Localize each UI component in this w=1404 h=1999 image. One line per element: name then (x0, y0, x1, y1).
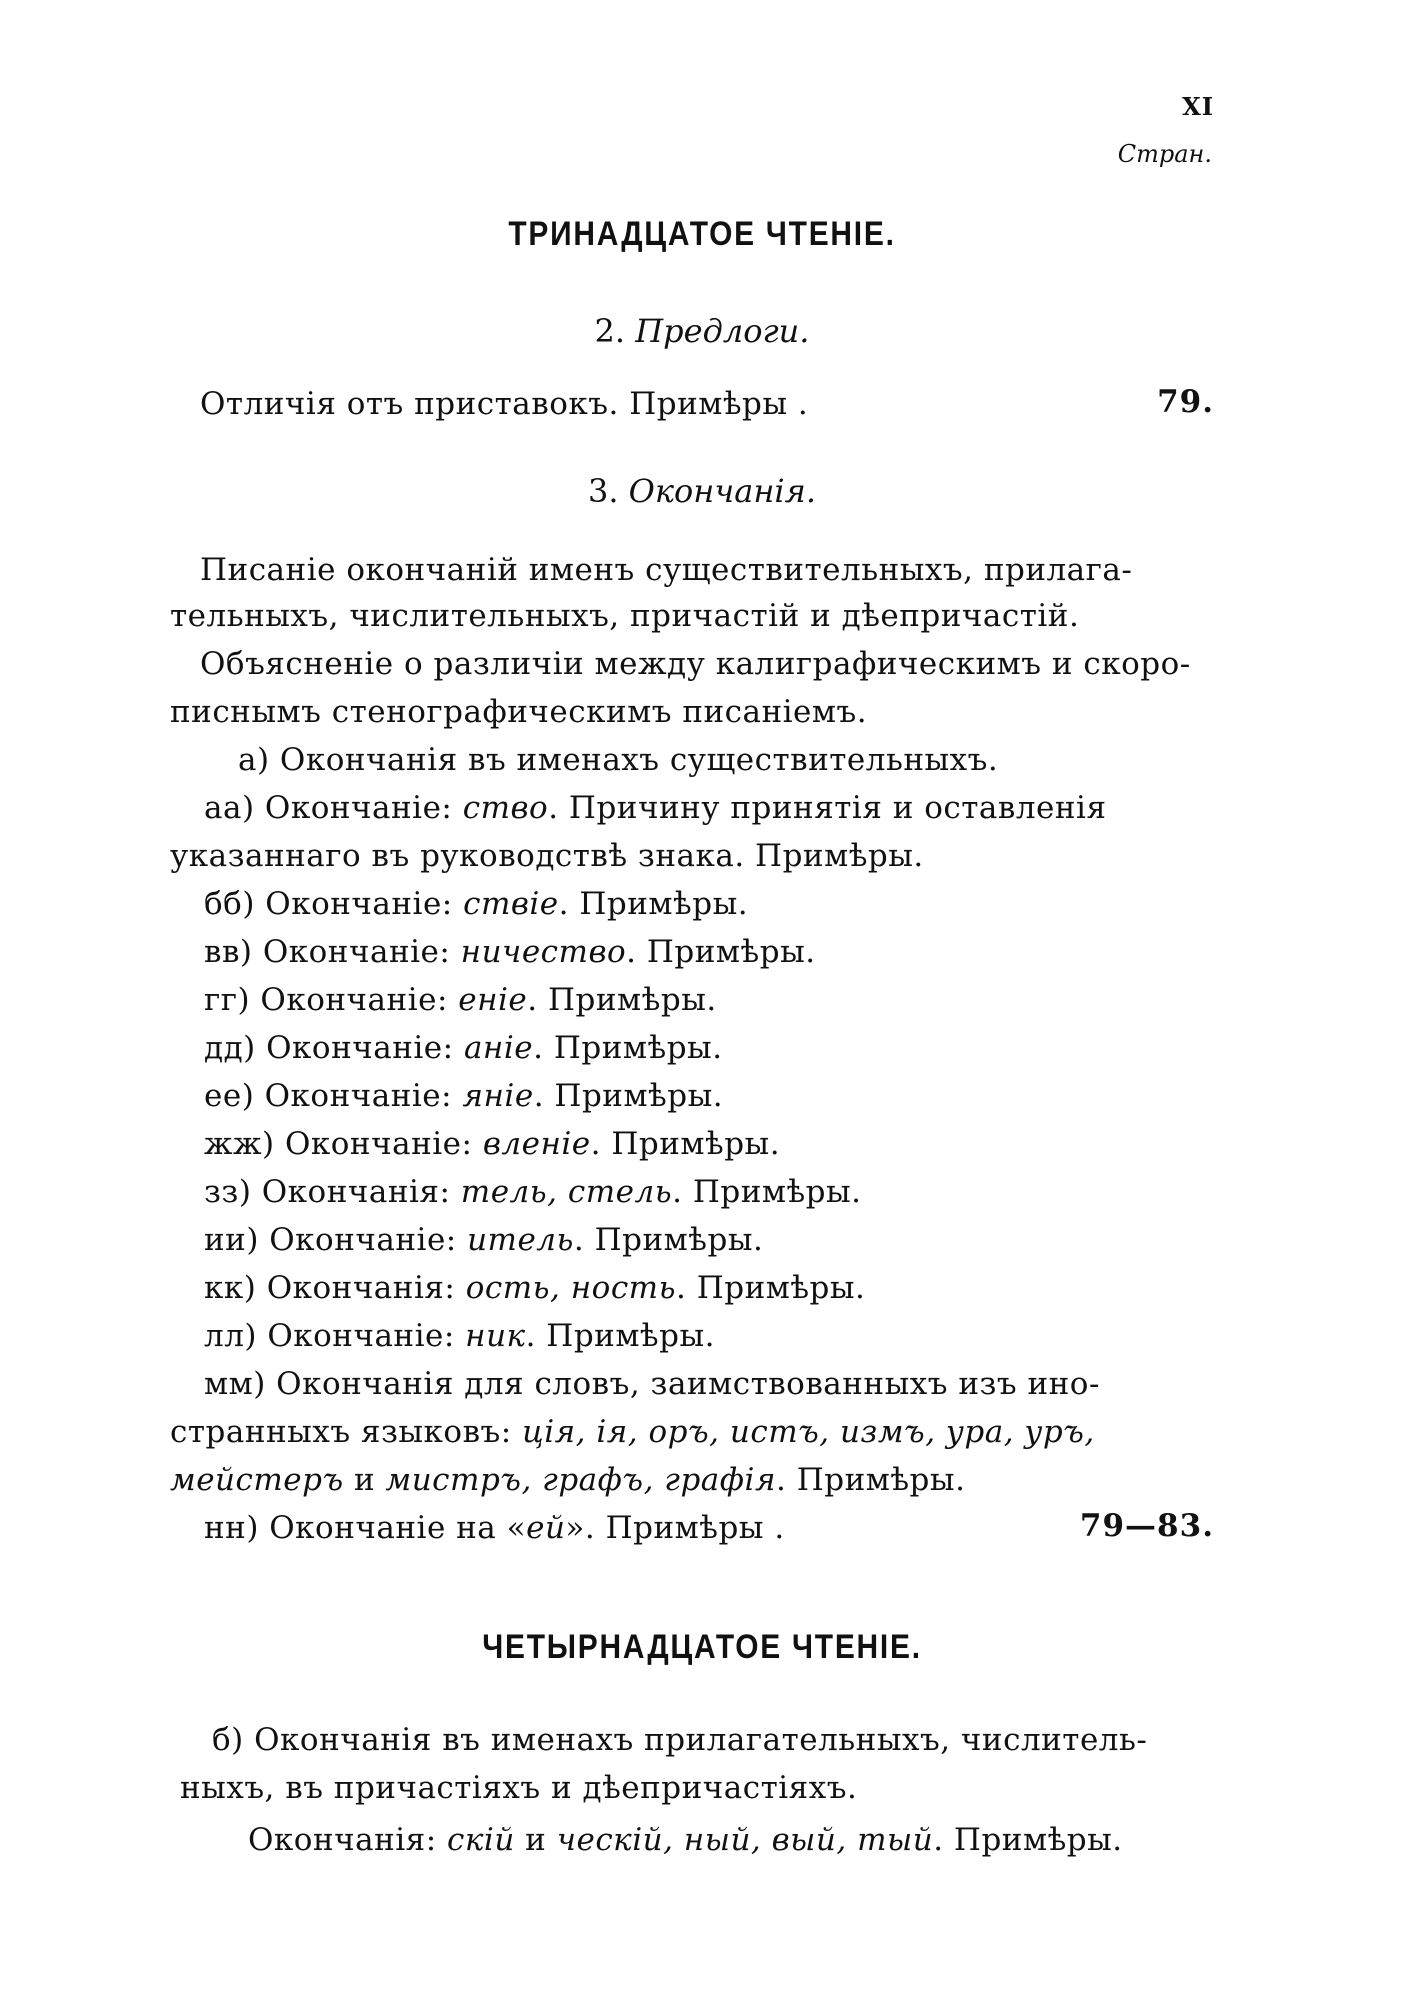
item-prefix: ее) Окончаніе: (204, 1078, 453, 1114)
item-prefix: гг) Окончаніе: (204, 982, 448, 1018)
list-item-a: а) Окончанія въ именахъ существительныхъ. (238, 742, 999, 778)
item-prefix: нн) Окончаніе на « (204, 1510, 527, 1546)
list-item-bb: бб) Окончаніе: ствіе. Примѣры. (204, 886, 749, 922)
section-heading-endings (0, 472, 1404, 510)
item-prefix: вв) Окончаніе: (204, 934, 451, 970)
item-ending: ей (526, 1510, 566, 1546)
item-ending: мейстеръ (170, 1462, 344, 1498)
item-ending: скій (447, 1822, 515, 1858)
item-ending: аніе (463, 1030, 534, 1066)
item-prefix: дд) Окончаніе: (204, 1030, 454, 1066)
list-item-nn (204, 1506, 785, 1550)
page-column-label: Стран. (1117, 140, 1212, 168)
item-prefix: кк) Окончанія: (204, 1270, 456, 1306)
item-examples: Примѣры. (611, 1126, 781, 1162)
list-item-ll: лл) Окончаніе: ник. Примѣры. (204, 1318, 715, 1354)
list-item-kk: кк) Окончанія: ость, ность. Примѣры. (204, 1270, 866, 1306)
item-examples: Примѣры. (696, 1270, 866, 1306)
section-number: 2. (594, 312, 626, 350)
chapter-title-13: ТРИНАДЦАТОЕ ЧТЕНІЕ. (508, 215, 896, 253)
item-endings: мистръ, графъ, графія (385, 1462, 776, 1498)
item-examples: Примѣры. (554, 1078, 724, 1114)
list-item-ii: ии) Окончаніе: итель. Примѣры. (204, 1222, 764, 1258)
item-ending: ство (462, 790, 549, 826)
list-item-ee: ее) Окончаніе: яніе. Примѣры. (204, 1078, 724, 1114)
item-prefix: бб) Окончаніе: (204, 886, 453, 922)
paragraph-line: Объясненіе о различіи между калиграфическимъ и скоро- (200, 646, 1191, 682)
item-examples: Примѣры. (796, 1462, 966, 1498)
item-prefix: аа) Окончаніе: (204, 790, 453, 826)
item-prefix: Окончанія: (248, 1822, 437, 1858)
section-title: Окончанія. (628, 472, 817, 510)
item-text: ». Примѣры . (565, 1510, 785, 1546)
item-endings: ція, ія, оръ, истъ, измъ, ура, уръ, (522, 1414, 1095, 1450)
section-title: Предлоги. (635, 312, 810, 350)
section-number: 3. (587, 472, 619, 510)
toc-line-prefix-differences: Отличія отъ приставокъ. Примѣры . (200, 386, 809, 422)
list-item-mm-continued (170, 1410, 1095, 1454)
item-ending: еніе (458, 982, 528, 1018)
list-item-zhzh: жж) Окончаніе: вленіе. Примѣры. (204, 1126, 781, 1162)
item-text: странныхъ языковъ: (170, 1414, 512, 1450)
item-endings: ческій, ный, вый, тый (556, 1822, 934, 1858)
item-text: . Причину принятія и оставленія (548, 790, 1107, 826)
paragraph-line: Писаніе окончаній именъ существительныхъ, прилага- (200, 552, 1133, 588)
list-item-dd: дд) Окончаніе: аніе. Примѣры. (204, 1030, 723, 1066)
endings-line: Окончанія: скій и ческій, ный, вый, тый. Примѣры. (248, 1822, 1123, 1858)
item-examples: Примѣры. (594, 1222, 764, 1258)
item-prefix: жж) Окончаніе: (204, 1126, 473, 1162)
section-heading-prepositions (0, 312, 1404, 350)
page-number: XI (1182, 92, 1214, 121)
list-item-gg: гг) Окончаніе: еніе. Примѣры. (204, 982, 717, 1018)
item-ending: ость, ность (465, 1270, 676, 1306)
item-ending: итель (467, 1222, 574, 1258)
item-prefix: лл) Окончаніе: (204, 1318, 455, 1354)
paragraph-line: тельныхъ, числительныхъ, причастій и дѣепричастій. (170, 598, 1080, 634)
chapter-title-14: ЧЕТЫРНАДЦАТОЕ ЧТЕНІЕ. (482, 1628, 922, 1666)
list-item-mm-continued: мейстеръ и мистръ, графъ, графія. Примѣры. (170, 1462, 966, 1498)
list-item-vv: вв) Окончаніе: ничество. Примѣры. (204, 934, 816, 970)
item-examples: Примѣры. (553, 1030, 723, 1066)
item-ending: вленіе (482, 1126, 591, 1162)
item-ending: ничество (460, 934, 627, 970)
list-item-zz: зз) Окончанія: тель, стель. Примѣры. (204, 1174, 862, 1210)
item-conjunction: и (525, 1822, 547, 1858)
toc-page-ref: 79. (1157, 384, 1214, 420)
list-item-aa-continued: указаннаго въ руководствѣ знака. Примѣры. (170, 838, 924, 874)
item-ending: тель, стель (460, 1174, 673, 1210)
paragraph-line: писнымъ стенографическимъ писаніемъ. (170, 694, 868, 730)
item-examples: Примѣры. (646, 934, 816, 970)
item-examples: Примѣры. (548, 982, 717, 1018)
list-item-b-continued: ныхъ, въ причастіяхъ и дѣепричастіяхъ. (180, 1770, 858, 1806)
item-prefix: зз) Окончанія: (204, 1174, 451, 1210)
item-examples: Примѣры. (546, 1318, 715, 1354)
item-prefix: ии) Окончаніе: (204, 1222, 457, 1258)
item-examples: Примѣры. (953, 1822, 1123, 1858)
list-item-aa (204, 786, 1107, 830)
toc-page-ref: 79—83. (1079, 1508, 1214, 1544)
item-ending: яніе (462, 1078, 534, 1114)
item-examples: Примѣры. (692, 1174, 862, 1210)
item-conjunction: и (353, 1462, 376, 1498)
item-ending: ствіе (463, 886, 559, 922)
list-item-mm: мм) Окончанія для словъ, заимствованныхъ изъ ино- (204, 1366, 1100, 1402)
item-ending: ник (465, 1318, 526, 1354)
list-item-b: б) Окончанія въ именахъ прилагательныхъ, числитель- (212, 1722, 1148, 1758)
item-examples: Примѣры. (579, 886, 749, 922)
